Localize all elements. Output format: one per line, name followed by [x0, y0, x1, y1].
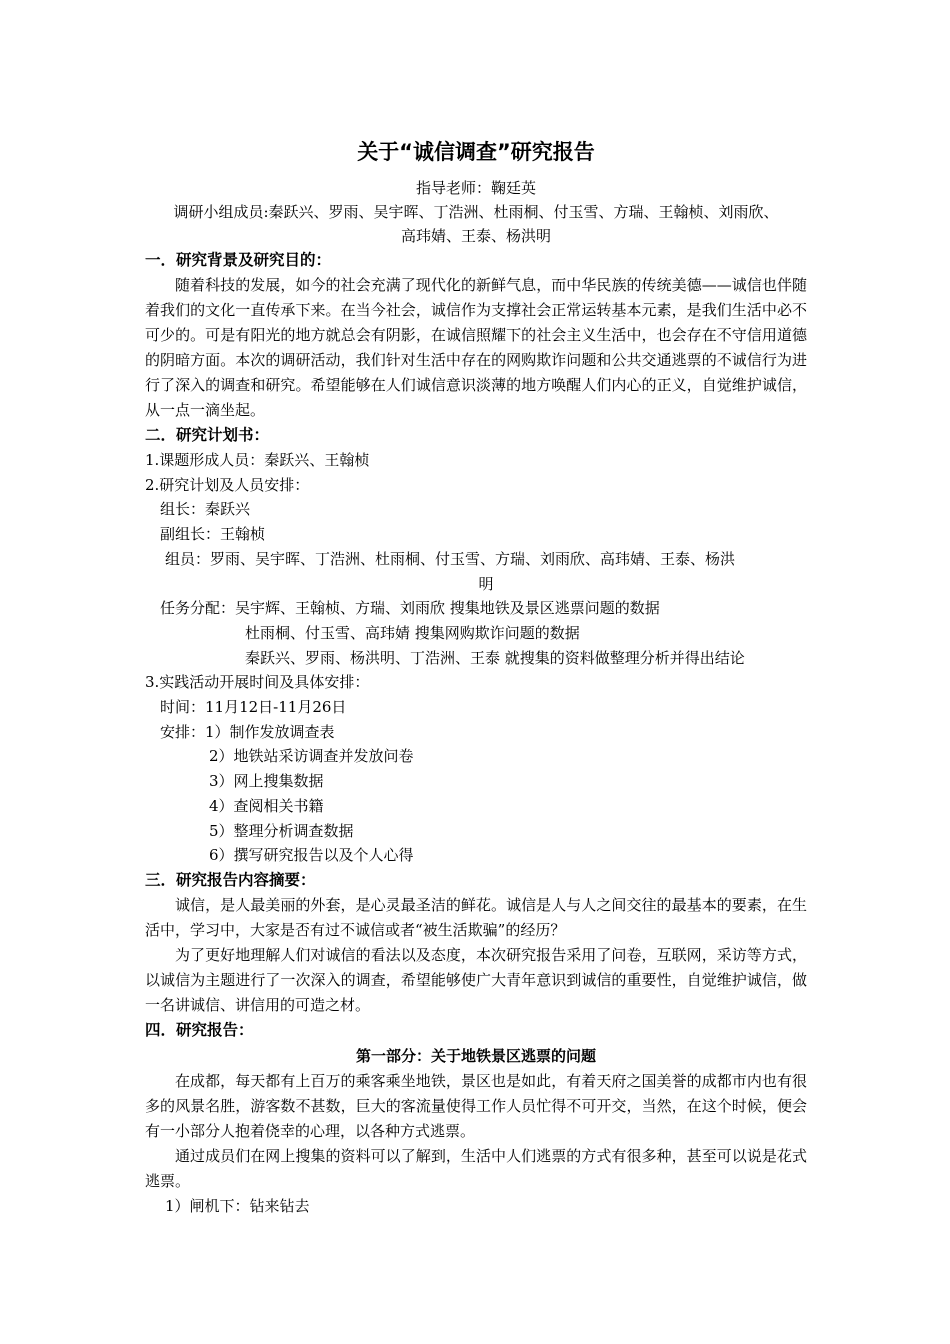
- advisor-line: 指导老师：鞠廷英: [415, 179, 536, 197]
- plan-members: [145, 547, 807, 596]
- plan-arrange-1: 安排：1）制作发放调查表: [160, 722, 335, 741]
- members-line-2: 高玮婧、王泰、杨洪明: [400, 227, 551, 245]
- members-line-1: 调研小组成员:秦跃兴、罗雨、吴宇晖、丁浩洲、杜雨桐、付玉雪、方瑞、王翰桢、刘雨欣、: [173, 203, 779, 221]
- plan-leader: 组长：秦跃兴: [160, 500, 251, 519]
- plan-vice-leader: 副组长：王翰桢: [160, 525, 266, 544]
- plan-item-2: 2.研究计划及人员安排：: [145, 475, 310, 494]
- plan-time: 时间：11月12日-11月26日: [160, 698, 347, 717]
- plan-arrange-3: 3）网上搜集数据: [209, 772, 324, 791]
- report-paragraph-2: 通过成员们在网上搜集的资料可以了解到，生活中人们逃票的方式有很多种，甚至可以说是花式逃票。: [145, 1146, 807, 1190]
- plan-arrange-5: 5）整理分析调查数据: [209, 821, 354, 840]
- plan-members-text: 组员：罗雨、吴宇晖、丁浩洲、杜雨桐、付玉雪、方瑞、刘雨欣、高玮婧、王泰、杨洪: [165, 549, 736, 568]
- section-heading-summary: 三．研究报告内容摘要：: [145, 870, 316, 889]
- plan-members-tail: 明: [478, 574, 494, 593]
- plan-arrange-2: 2）地铁站采访调查并发放问卷: [209, 747, 414, 766]
- section-heading-plan: 二．研究计划书：: [145, 426, 270, 444]
- plan-item-1: 1.课题形成人员：秦跃兴、王翰桢: [145, 451, 370, 469]
- plan-arrange-4: 4）查阅相关书籍: [209, 796, 324, 815]
- plan-task-3: 秦跃兴、罗雨、杨洪明、丁浩洲、王泰 就搜集的资料做整理分析并得出结论: [245, 648, 745, 667]
- section-heading-background: 一．研究背景及研究目的：: [145, 251, 332, 269]
- plan-task-1: 任务分配：吴宇辉、王翰桢、方瑞、刘雨欣 搜集地铁及景区逃票问题的数据: [160, 599, 660, 618]
- background-paragraph: 随着科技的发展，如今的社会充满了现代化的新鲜气息，而中华民族的传统美德——诚信也伴随着我们的文化一直传承下来。在当今社会，诚信作为支撑社会正常运转基本元素，是我们生活中必不可少的。可是有阳光的地方就总会有阴影，在诚信照耀下的社会主义生活中，也会存在不守信用道德的阴暗方面。本次的调研活动，我们针对生活中存在的网购欺诈问题和公共交通逃票的不诚信行为进行了深入的调查和研究。希望能够在人们诚信意识淡薄的地方唤醒人们内心的正义，自觉维护诚信，从一点一滴坐起。: [145, 276, 807, 419]
- report-part-1-heading: 第一部分：关于地铁景区逃票的问题: [355, 1046, 596, 1065]
- report-paragraph-1: 在成都，每天都有上百万的乘客乘坐地铁，景区也是如此，有着天府之国美誉的成都市内也有很多的风景名胜，游客数不甚数，巨大的客流量使得工作人员忙得不可开交，当然，在这个时候，便会有一小部分人抱着侥幸的心理，以各种方式逃票。: [145, 1071, 807, 1140]
- summary-paragraph-2: 为了更好地理解人们对诚信的看法以及态度，本次研究报告采用了问卷，互联网，采访等方式，以诚信为主题进行了一次深入的调查，希望能够使广大青年意识到诚信的重要性，自觉维护诚信，做一名讲诚信、讲信用的可造之材。: [145, 945, 807, 1014]
- plan-arrange-6: 6）撰写研究报告以及个人心得: [209, 846, 414, 865]
- page-title: 关于“诚信调查”研究报告: [357, 140, 595, 164]
- report-item-1: 1）闸机下：钻来钻去: [165, 1196, 310, 1215]
- plan-task-2: 杜雨桐、付玉雪、高玮婧 搜集网购欺诈问题的数据: [245, 623, 580, 642]
- plan-item-3: 3.实践活动开展时间及具体安排：: [145, 673, 370, 692]
- summary-paragraph-1: 诚信，是人最美丽的外套，是心灵最圣洁的鲜花。诚信是人与人之间交往的最基本的要素，在生活中，学习中，大家是否有过不诚信或者“被生活欺骗”的经历？: [145, 895, 807, 939]
- section-heading-report: 四．研究报告：: [145, 1020, 254, 1039]
- document-body: [145, 136, 807, 1219]
